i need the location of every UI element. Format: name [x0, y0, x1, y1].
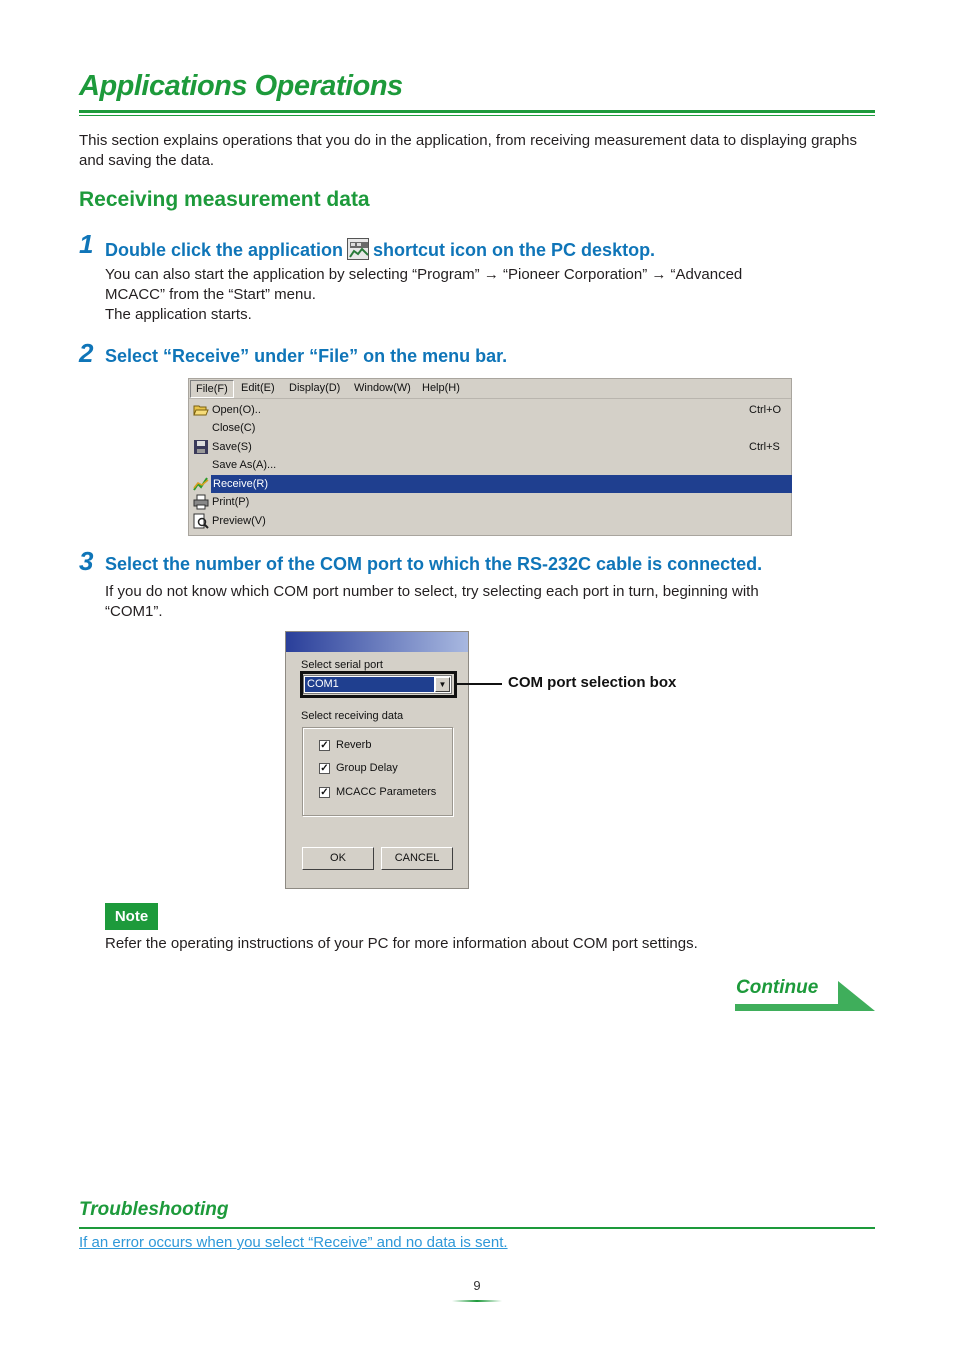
serial-port-dialog-screenshot: [285, 631, 469, 889]
intro-paragraph: This section explains operations that you do in the application, from receiving measurement data to displaying graphs and saving the data.: [79, 132, 857, 169]
step-3-body: [105, 582, 865, 622]
page-number: 9: [473, 1278, 481, 1293]
menu-item-open[interactable]: [189, 401, 791, 419]
menu-display[interactable]: Display(D): [289, 382, 341, 394]
troubleshooting-title: Troubleshooting: [79, 1199, 229, 1220]
menu-item-shortcut: Ctrl+S: [749, 441, 780, 453]
menu-item-preview[interactable]: [189, 512, 791, 530]
step-1-heading-end: shortcut icon on the PC desktop.: [373, 240, 656, 260]
receiving-data-label: Select receiving data: [301, 710, 404, 722]
troubleshooting-rule: [79, 1227, 875, 1229]
page-number-decoration: [452, 1300, 502, 1302]
troubleshooting-link[interactable]: If an error occurs when you select “Receive” and no data is sent.: [79, 1234, 508, 1251]
title-rule: [79, 110, 875, 113]
ok-button[interactable]: OK: [302, 847, 374, 870]
checkmark-icon: ✓: [320, 763, 329, 774]
floppy-disk-icon: [193, 439, 209, 455]
menu-item-label: Save As(A)...: [212, 459, 277, 471]
serial-port-label: Select serial port: [301, 659, 383, 671]
folder-open-icon: [193, 402, 209, 418]
note-badge: Note: [105, 903, 158, 930]
menu-item-save[interactable]: [189, 438, 791, 456]
continue-bar: [735, 1004, 839, 1011]
menu-file[interactable]: File(F): [190, 380, 234, 398]
menu-item-shortcut: Ctrl+O: [749, 404, 782, 416]
step-3-heading: Select the number of the COM port to which the RS-232C cable is connected.: [105, 554, 763, 574]
step-1-number: 1: [79, 229, 94, 259]
step-1-heading: [105, 238, 655, 261]
menu-item-save-as[interactable]: [189, 456, 791, 474]
menu-edit[interactable]: Edit(E): [241, 382, 275, 394]
menu-item-label: Open(O)..: [212, 404, 261, 416]
dialog-titlebar: [286, 632, 468, 652]
step-3-body-line: “COM1”.: [105, 603, 163, 620]
com-port-highlight-box: [300, 671, 457, 698]
checkmark-icon: ✓: [320, 787, 329, 798]
application-shortcut-icon: [347, 238, 369, 260]
preview-magnifier-icon: [193, 513, 209, 529]
receive-graph-icon: [193, 476, 209, 492]
checkbox-label: Reverb: [336, 739, 372, 751]
menu-bar: [189, 379, 791, 399]
menu-window[interactable]: Window(W): [354, 382, 411, 394]
menu-item-label: Print(P): [212, 496, 250, 508]
checkmark-icon: ✓: [320, 740, 329, 751]
step-3-number: 3: [79, 546, 94, 576]
menu-item-receive-icon-cell: [189, 475, 211, 493]
menu-item-receive[interactable]: [211, 475, 792, 493]
file-menu-screenshot: [188, 378, 792, 536]
title-rule-thin: [79, 115, 875, 116]
callout-line: [456, 683, 502, 685]
com-port-value: COM1: [305, 677, 434, 692]
receiving-data-group: [302, 727, 453, 816]
step-1-body-line: You can also start the application by selecting “Program” → “Pioneer Corporation” → “Advanced: [105, 266, 743, 283]
section-heading: Receiving measurement data: [79, 188, 370, 211]
checkbox-label: MCACC Parameters: [336, 786, 437, 798]
menu-help[interactable]: Help(H): [422, 382, 460, 394]
menu-item-label: Close(C): [212, 422, 256, 434]
menu-item-label: Preview(V): [212, 515, 266, 527]
menu-item-label: Save(S): [212, 441, 252, 453]
step-2-heading: Select “Receive” under “File” on the menu bar.: [105, 346, 508, 366]
menu-item-label: Receive(R): [213, 478, 269, 490]
continue-arrow-icon: [838, 981, 876, 1012]
step-1-body-line: The application starts.: [105, 306, 252, 323]
checkbox-label: Group Delay: [336, 762, 398, 774]
continue-label: Continue: [736, 977, 819, 998]
step-2-number: 2: [79, 338, 94, 368]
menu-item-print[interactable]: [189, 493, 791, 511]
step-1-body-line: MCACC” from the “Start” menu.: [105, 286, 316, 303]
callout-label: COM port selection box: [508, 674, 677, 691]
printer-icon: [193, 494, 209, 510]
page-title: Applications Operations: [79, 70, 403, 102]
cancel-button[interactable]: CANCEL: [381, 847, 453, 870]
step-3-body-line: If you do not know which COM port number to select, try selecting each port in turn, beginning with: [105, 583, 759, 600]
step-1-heading-start: Double click the application: [105, 240, 344, 260]
step-1-body: [105, 265, 865, 325]
menu-item-close[interactable]: [189, 419, 791, 437]
chevron-down-icon[interactable]: ▼: [435, 677, 450, 692]
note-text: Refer the operating instructions of your PC for more information about COM port settings.: [105, 935, 698, 952]
